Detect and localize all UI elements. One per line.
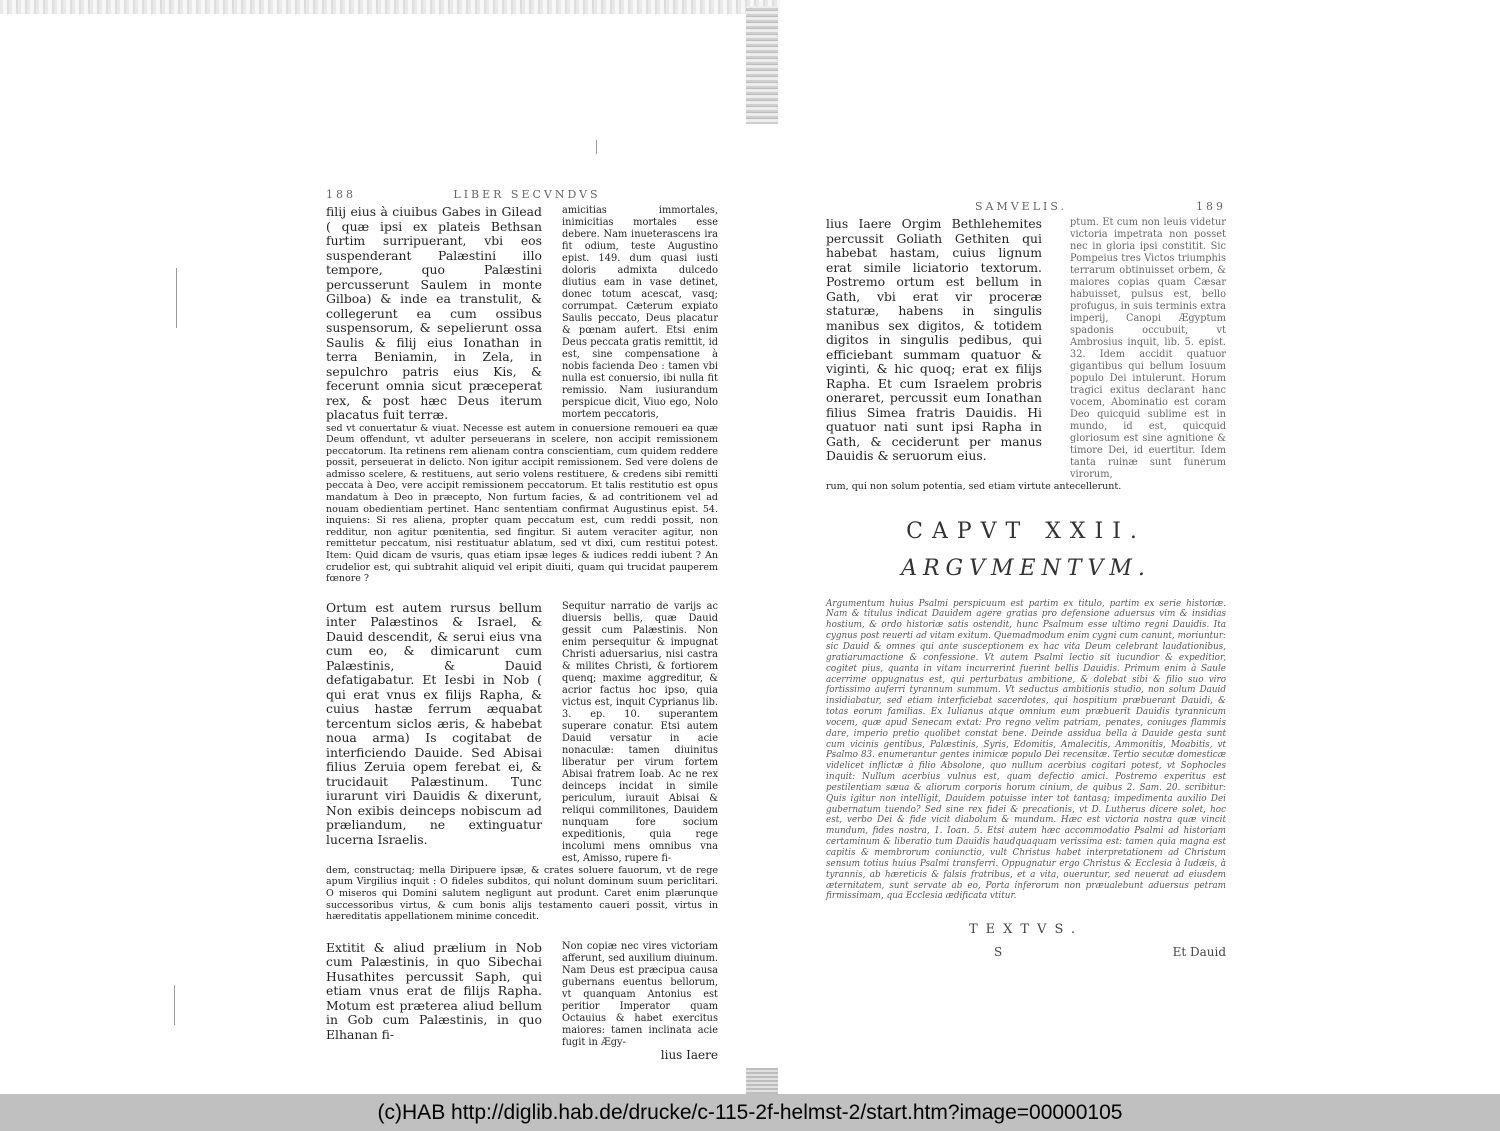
left-running-title: LIBER SECVNDVS <box>453 188 601 201</box>
scripture-text-2: Ortum est autem rursus bellum inter Palæstinos & Israel, & Dauid descendit, & serui eius vna cum eo, & dimicarunt cum Palæstinis, & Dauid defatigabatur. Et Iesbi in Nob ( qui erat vnus ex filijs Rapha, & cuius hastæ ferrum æquabat tercentum siclos æris, & habebat noua arma) Is cogitabat de interficiendo Dauide. Sed Abisai filius Zeruia opem ferebat ei, & trucidauit Palæstinum. Tunc iurarunt viri Dauidis & dixerunt, Non exibis deinceps nobiscum ad præliandum, ne extinguatur lucerna Israelis. <box>326 599 542 847</box>
page-edge-mark <box>176 268 177 328</box>
commentary-full-1: sed vt conuertatur & viuat. Necesse est autem in conuersione remoueri ea quæ Deum offendunt, vt adulter perseuerans in scelere, non accipit remissionem peccatorum. Ita retinens rem alienam contra conscientiam, cum quidem reddere possit, perseuerat in delicto. Non igitur accipit remissionem. Sed vere dolens de admisso scelere, & restituens, aut serio volens restituere, & credens sibi remitti peccata à Deo, vere accipit remissionem peccatorum. Et talis restitutio est opus mandatum à Deo in præcepto, Non furtum facies, & ad contritionem vel ad nouam obedientiam pertinet. Hanc sententiam confirmat Augustinus epist. 54. inquiens: Si res aliena, propter quam peccatum est, cum reddi possit, non redditur, non agitur pœnitentia, sed fingitur. Si autem veraciter agitur, non remittetur peccatum, nisi restituatur ablatum, sed vt dixi, cum restitui potest. Item: Quid dicam de vsuris, quas etiam ipsæ leges & iudices reddi iubent ? An crudelior est, qui subtrahit aliquid vel eripit diuiti, quam qui trucidat pauperem fœnore ? <box>326 422 718 585</box>
scan-edge-artifact <box>0 0 780 14</box>
book-gutter-bottom <box>746 1068 778 1094</box>
commentary-text-1: amicitias immortales, inimicitias mortales esse debere. Nam inueterascens ira fit odium, teste Augustino epist. 149. dum quasi iusti doloris admixta dulcedo diutius eam in vase detinet, donec totum acescat, vasq; corrumpat. Cæterum expiato Saulis peccato, Deus placatur & pœnam aufert. Etsi enim Deus peccata gratis remittit, id est, sine compensatione à nobis facienda Deo : tamen vbi nulla est conuersio, ibi nulla fit remissio. Nam iusiurandum perspicue dicit, Viuo ego, Nolo mortem peccatoris, <box>562 205 718 420</box>
commentary-tail: rum, qui non solum potentia, sed etiam virtute antecellerunt. <box>826 481 1122 492</box>
commentary-text-3 <box>562 941 718 1061</box>
commentary-text-2: Sequitur narratio de varijs ac diuersis bellis, quæ Dauid gessit cum Palæstinis. Non enim persequitur & impugnat Christi aduersarius, nisi castra & milites Christi, & fortiorem quenq; maxime aggreditur, & acrior factus hoc ipso, quia victus est, inquit Cyprianus lib. 3. ep. 10. superantem superare conatur. Etsi autem Dauid versatur in acie nonaculæ: tamen diuinitus liberatur per virum fortem Abisai fratrem Ioab. Ac ne rex deinceps incidat in simile periculum, iurauit Abisai & reliqui commilitones, Dauidem nunquam fore socium expeditionis, quia rege incolumi mens omnibus vna est, Amisso, rupere fi- <box>562 600 718 864</box>
left-block-3 <box>326 941 718 1061</box>
left-block-2 <box>326 601 718 865</box>
textus-heading: TEXTVS. <box>968 922 1084 938</box>
signature-mark: S <box>994 945 1003 960</box>
commentary-text-4: ptum. Et cum non leuis videtur victoria impetrata non posset nec in gloria ipsi constitit. Sic Pompeius tres Victos triumphis terrarum obtinuisset orbem, & maiores copias quam Cæsar habuisset, pulsus est, bello profugus, in suis terminis extra imperij, Canopi Ægyptum spadonis occubuit, vt Ambrosius inquit, lib. 5. epist. 32. Idem accidit quatuor gigantibus qui bellum Iosuum populo Dei intulerunt. Horum tragici exitus declarant hanc vocem, Abominatio est coram Deo quicquid sublime est in mundo, id est, quicquid gloriosum est sine agnitione & timore Dei, id euertitur. Idem tanta ruinæ sunt funerum virorum, <box>1070 217 1227 480</box>
right-running-title: SAMVELIS. <box>974 200 1067 213</box>
left-block-1 <box>326 205 718 423</box>
left-page <box>326 188 718 1061</box>
left-page-number: 188 <box>326 188 356 201</box>
copyright-footer <box>0 1094 1500 1131</box>
argumentum-heading: ARGVMENTVM. <box>901 555 1151 581</box>
right-page-number: 189 <box>1195 200 1226 213</box>
left-catchword: lius Iaere <box>660 1047 718 1062</box>
right-catchline <box>826 945 1226 959</box>
left-running-header <box>326 188 718 201</box>
right-block-1 <box>826 217 1226 481</box>
page-edge-mark <box>596 140 597 154</box>
right-page <box>826 200 1226 959</box>
argumentum-text: Argumentum huius Psalmi perspicuum est partim ex titulo, partim ex serie historiæ. Nam & titulus indicat Dauidem agere gratias pro defensione aduersus vim & insidias hostium, & ordo historiæ satis ostendit, hunc Psalmum esse ultimo regni Dauidis. Ita cygnus post reuerti ad vitam exitum. Quemadmodum enim cygni cum canunt, moriuntur: sic Dauid & omnes qui ante susceptionem ex hac vita Deum celebrant laudationibus, gratiarumactione & confessione. Vt autem Psalmi lectio sit iucundior & expeditior, cogitet pius, quanta in vitam incurrerint fuerint bellis Dauidis. Primum enim à Saule acerrime oppugnatus est, qui perturbatus ambitione, & dolebat sibi & filio suo viro fortissimo auferri tyrannum summum. Vt seductus ambitionis studio, non solum Dauid insidiabatur, sed etiam interficiebat sacerdotes, qui hospitium præbuerant Dauidi, & totas eorum familias. Ex Iulianus atque omnium eum præbuerit Dauidis tyrannicum vocem, quæ apud Senecam extat: Pro regno velim patriam, penates, coniuges flammis dare, imperio pretio quolibet constat bene. Deinde assidua bella à Dauide gesta sunt cum vicinis gentibus, Palæstinis, Syris, Edomitis, Amalecitis, Ammonitis, Moabitis, vt Psalmo 83. enumerantur gentes inimicæ populo Dei recensitæ. Tertio secutæ domesticæ videlicet inflictæ à filio Absolone, quo nullum acerbius cogitari potest, vt Sophocles inquit: Nullum acerbius vulnus est, quam defectio amici. Postremo experitus est pestilentiam sæua & aliorum corporis horum cinium, de quibus 2. Sam. 20. scribitur: Quis igitur non intelligit, Dauidem potuisse inter tot tantasq; impedimenta auxilio Dei gubernatum tuendo? Sed sine rex fidei & precationis, vt D. Lutherus dicere solet, hoc est, verbo Dei & fide vicit diabolum & mundum. Hæc est victoria nostra quæ vincit mundum, fides nostra, 1. Ioan. 5. Etsi autem hæc accommodatio Psalmi ad historiam certaminum & liberatio tum Dauidis haudquaquam verissima est: tamen quia magna est capitis & membrorum coniunctio, vult Christus habet interpretationem ad Christum sensum totius huius Psalmi transferri. Oppugnatur ergo Christus & Ecclesia à Iudæis, à tyrannis, ab hæreticis & falsis fratribus, et a vita, oueruntur, sed neuerat ad eiusdem æternitatem, sunt servate ab eo, Porta inferorum non præualebunt aduersus petram firmissimam, qua Ecclesia ædificata vtitur. <box>826 598 1226 902</box>
footer-url: (c)HAB http://diglib.hab.de/drucke/c-115-2f-helmst-2/start.htm?image=00000105 <box>377 1100 1123 1124</box>
commentary-full-2: dem, constructaq; mella Diripuere ipsæ, & crates soluere fauorum, vt de rege apum Virgilius inquit : O fideles subditos, qui nolunt dominum suum periclitari. O miseros qui Domini salutem negligunt aut produnt. Caret enim plærunque successoribus virtus, & cum bonis alijs testamento caueri possit, virtus in hæreditatis appellationem minime concedit. <box>326 864 718 923</box>
right-catchword: Et Dauid <box>1172 945 1226 960</box>
scripture-text-1: filij eius à ciuibus Gabes in Gilead ( quæ ipsi ex plateis Bethsan furtim surripuerant, vbi eos suspenderant Palæstini illo tempore, quo Palæstini percusserunt Saulem in monte Gilboa) & inde ea transtulit, & collegerunt ea cum ossibus suspensorum, & sepelierunt ossa Saulis & filij eius Ionathan in terra Beniamin, in Zela, in sepulchro patris eius Kis, & fecerunt omnia sicut præceperat rex, & post hæc Deus iterum placatus fuit terræ. <box>326 204 542 422</box>
book-gutter-top <box>746 6 778 124</box>
commentary-text-3-body: Non copiæ nec vires victoriam afferunt, sed auxilium diuinum. Nam Deus est præcipua causa gubernans euentus bellorum, vt quanquam Antonius est peritior Imperator quam Octauius & habet exercitus maiores: tamen inclinata acie fugit in Ægy- <box>562 940 718 1048</box>
page-edge-mark <box>174 985 175 1025</box>
chapter-heading: CAPVT XXII. <box>906 518 1146 544</box>
scripture-text-3: Extitit & aliud prælium in Nob cum Palæstinis, in quo Sibechai Husathites percussit Saph, qui etiam vnus erat de filijs Rapha. Motum est præterea aliud bellum in Gob cum Palæstinis, in quo Elhanan fi- <box>326 939 542 1042</box>
scripture-text-4: lius Iaere Orgim Bethlehemites percussit Goliath Gethiten qui habebat hastam, cuius lignum erat simile liciatorio textorum. Postremo ortum est bellum in Gath, vbi erat vir proceræ staturæ, habens in singulis manibus sex digitos, & totidem digitos in singulis pedibus, qui efficiebant summam quatuor & viginti, & hic quoq; erat ex filijs Rapha. Et cum Israelem probris oneraret, percussit eum Ionathan filius Simea fratris Dauidis. Hi quatuor nati sunt ipsi Rapha in Gath, & ceciderunt per manus Dauidis & seruorum eius. <box>826 216 1042 463</box>
right-running-header <box>826 200 1226 213</box>
